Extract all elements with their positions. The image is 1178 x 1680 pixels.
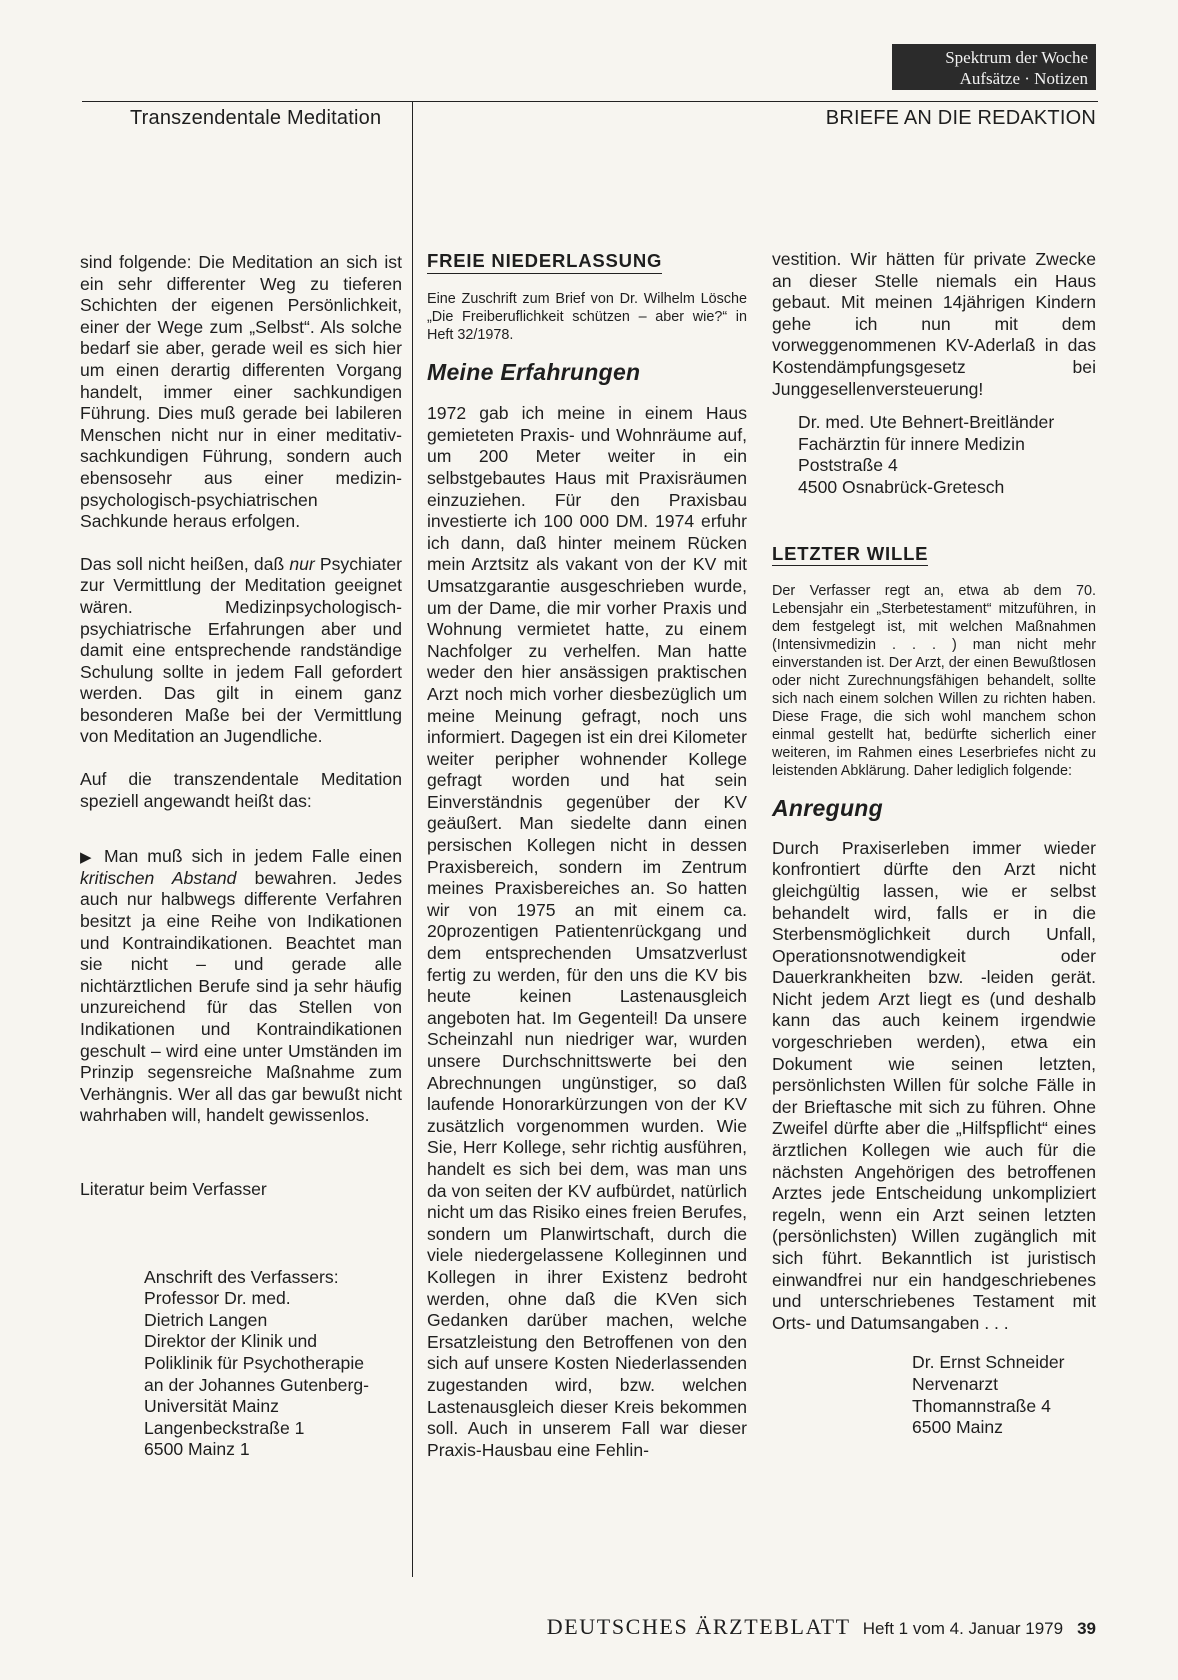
address-line: Dietrich Langen — [144, 1309, 268, 1330]
col1-p4-emphasis: kritischen Abstand — [80, 867, 237, 888]
address-line: Direktor der Klinik und — [144, 1331, 318, 1352]
address-line: Langenbeckstraße 1 — [144, 1417, 305, 1438]
journal-name: DEUTSCHES ÄRZTEBLATT — [546, 1614, 851, 1639]
issue-info: Heft 1 vom 4. Januar 1979 — [862, 1619, 1064, 1638]
address-line: Universität Mainz — [144, 1396, 279, 1417]
col1-p2-emphasis: nur — [289, 553, 315, 574]
col1-paragraph-1: sind folgende: Die Meditation an sich ist ein sehr differenter Weg zu tieferen Schichten der eigenen Persönlichkeit, einer der Wege zum „Selbst“. Als solche bedarf sie aber, gerade weil es sich hier um einen derartig differenten Vorgang handelt, immer einer sachkundigen Führung. Dies muß gerade bei labileren Menschen nicht nur in einer meditativ-sachkundigen Führung, sondern auch ebensosehr aus einer medizin-psychologisch-psychiatrischen Sachkunde heraus erfolgen. — [80, 252, 402, 532]
signature-schneider — [912, 1352, 1096, 1438]
col1-paragraph-3: Auf die transzendentale Meditation speziell angewandt heißt das: — [80, 769, 402, 811]
letter-body-2: Durch Praxiserleben immer wieder konfrontiert dürfte den Arzt nicht gleichgültig lassen, wie er selbst behandelt wird, falls er in die Sterbensmöglichkeit durch Unfall, Operationsnotwendigkeit oder Dauerkrankheiten bzw. -leiden gerät. Nicht jedem Arzt liegt es (und deshalb kann das auch keinem irgendwie vorgeschrieben werden), etwa ein Dokument wie seinen letzten, persönlichsten Willen für solche Fälle in der Brieftasche mit sich zu führen. Ohne Zweifel dürfte aber die „Hilfspflicht“ eines ärztlichen Kollegen wie auch für die nächsten Angehörigen des betroffenen Arztes jede Entscheidung unkompliziert regeln, wenn ein Arzt seinen letzten (persönlichsten) Willen zugänglich mit sich führt. Bekanntlich ist juristisch einwandfrei nur ein handgeschriebenes und unterschriebenes Testament mit Orts- und Datumsangaben . . . — [772, 837, 1096, 1333]
signature-line: Dr. med. Ute Behnert-Breitländer — [798, 412, 1055, 433]
column-middle — [427, 250, 747, 1461]
col1-p4-before: Man muß sich in jedem Falle einen — [104, 846, 402, 867]
section-badge-line1: Spektrum der Woche — [945, 48, 1088, 67]
address-line: 6500 Mainz 1 — [144, 1439, 250, 1460]
address-line: Anschrift des Verfassers: — [144, 1266, 339, 1287]
address-line: Poliklinik für Psychotherapie — [144, 1352, 365, 1373]
column-left — [80, 252, 402, 1461]
letter-title-meine-erfahrungen: Meine Erfahrungen — [427, 358, 641, 385]
section-heading-freie-niederlassung: FREIE NIEDERLASSUNG — [427, 250, 662, 274]
letter-lead-2: Der Verfasser regt an, etwa ab dem 70. Lebensjahr ein „Sterbetestament“ mitzuführen, in dem festgelegt ist, mit welchen Maßnahmen (Intensivmedizin . . . ) man nicht mehr einverstanden ist. Der Arzt, der einen Bewußtlosen oder nicht Zurechnungsfähigen behandelt, sollte sich nach einem solchen Willen zu richten haben. Diese Frage, die sich wohl manchem schon einmal gestellt hat, bedürfte sicherlich einer weiteren, im Rahmen eines Leserbriefes nicht zu leistenden Abklärung. Daher lediglich folgende: — [772, 583, 1096, 780]
col1-paragraph-4 — [80, 846, 402, 1127]
address-line: an der Johannes Gutenberg- — [144, 1374, 369, 1395]
section-heading-letzter-wille: LETZTER WILLE — [772, 543, 928, 567]
signature-line: 6500 Mainz — [912, 1417, 1003, 1438]
column-divider — [412, 101, 413, 1577]
letter-body-1: 1972 gab ich meine in einem Haus gemieteten Praxis- und Wohnräume auf, um 200 Meter weiter in ein selbstgebautes Haus mit Praxisräumen einzuziehen. Für den Praxisbau investierte ich 100 000 DM. 1974 erfuhr ich dann, daß hinter meinem Rücken mein Arztsitz als vakant von der KV mit Umsatzgarantie ausgeschrieben wurde, um der Dame, die mir vorher Praxis und Wohnung vermietet hatte, zu einem Nachfolger zu verhelfen. Man hatte weder den hier ansässigen praktischen Arzt noch mich vorher diesbezüglich um meine Meinung gefragt, noch uns informiert. Dagegen ist ein drei Kilometer weiter peripher wohnender Kollege gefragt worden und hat sein Einverständnis gegenüber der KV geäußert. Man siedelte dann einen persischen Kollegen nicht in dessen Praxisbereich, sondern im Zentrum meines Praxisbereiches an. So hatten wir von 1975 an mit einem ca. 20prozentigen Patientenrückgang und dem entsprechenden Umsatzverlust fertig zu werden, für den uns die KV bis heute keinen Lastenausgleich angeboten hat. Im Gegenteil! Da unsere Scheinzahl nun niedriger war, wurden unsere Durchschnittswerte bei den Abrechnungen ungünstiger, so daß laufende Honorarkürzungen von der KV zusätzlich vorgenommen wurden. Wie Sie, Herr Kollege, sehr richtig ausführen, handelt es sich bei dem, was man uns da von seiten der KV aufbürdet, natürlich nicht um das Risiko eines freien Berufes, sondern um Planwirtschaft, durch die viele niedergelassene Kolleginnen und Kollegen in ihrer Existenz bedroht werden, ohne daß die KVen sich Gedanken darüber machen, welche Ersatzleistung den Betroffenen von den sich auf unsere Kosten Niederlassenden zugestanden wird, bzw. welchen Lastenausgleich dieser Kreis bekommen soll. Auch in unserem Fall war dieser Praxis-Hausbau eine Fehlin- — [427, 403, 747, 1460]
signature-line: Thomannstraße 4 — [912, 1395, 1051, 1416]
signature-line: 4500 Osnabrück-Gretesch — [798, 476, 1005, 497]
page-number: 39 — [1077, 1619, 1096, 1638]
signature-line: Fachärztin für innere Medizin — [798, 433, 1025, 454]
column-right — [772, 249, 1096, 1439]
letter-lead-1: Eine Zuschrift zum Brief von Dr. Wilhelm Lösche „Die Freiberuflichkeit schützen – aber wie?“ in Heft 32/1978. — [427, 290, 747, 343]
signature-line: Nervenarzt — [912, 1373, 999, 1394]
letter-title-anregung: Anregung — [772, 795, 883, 822]
author-address — [144, 1267, 402, 1461]
signature-behnert-breitlaender — [798, 412, 1096, 498]
col1-bullet-paragraph — [80, 846, 402, 1127]
section-badge — [892, 44, 1096, 90]
col1-p4-after: bewahren. Jedes auch nur halbwegs differente Verfahren besitzt ja eine Reihe von Indikationen und Kontraindikationen. Beachtet man sie nicht – und gerade alle nichtärztlichen Berufe sind ja sehr häufig unzureichend für das Stellen von Indikationen und Kontraindikationen geschult – wird eine unter Umständen im Prinzip segensreiche Maßnahme zum Verhängnis. Wer all das gar bewußt nicht wahrhaben will, handelt gewissenlos. — [80, 867, 403, 1126]
signature-line: Poststraße 4 — [798, 455, 898, 476]
address-line: Professor Dr. med. — [144, 1288, 291, 1309]
running-head-left: Transzendentale Meditation — [130, 107, 382, 129]
signature-line: Dr. Ernst Schneider — [912, 1352, 1065, 1373]
literature-note: Literatur beim Verfasser — [80, 1178, 267, 1199]
col1-p2-before: Das soll nicht heißen, daß — [80, 553, 285, 574]
col1-p2-after: Psychiater zur Vermittlung der Meditation geeignet wären. Medizinpsychologisch-psychiatrische Erfahrungen aber und damit eine entsprechende randständige Schulung sollte in jedem Fall gefordert werden. Das gilt in einem ganz besonderen Maße bei der Vermittlung von Meditation an Jugendliche. — [80, 553, 403, 747]
col1-paragraph-2 — [80, 554, 402, 748]
page-footer — [480, 1614, 1096, 1640]
letter-continuation: vestition. Wir hätten für private Zwecke an dieser Stelle niemals ein Haus gebaut. Mit meinen 14jährigen Kindern gehe ich nun mit dem vorweggenommenen KV-Aderlaß in das Kostendämpfungsgesetz bei Junggesellenversteuerung! — [772, 249, 1096, 399]
running-head-right: BRIEFE AN DIE REDAKTION — [825, 107, 1096, 129]
header-rule — [82, 101, 1098, 102]
section-badge-line2: Aufsätze · Notizen — [959, 69, 1088, 88]
triangle-bullet-icon: ▶ — [80, 849, 92, 867]
